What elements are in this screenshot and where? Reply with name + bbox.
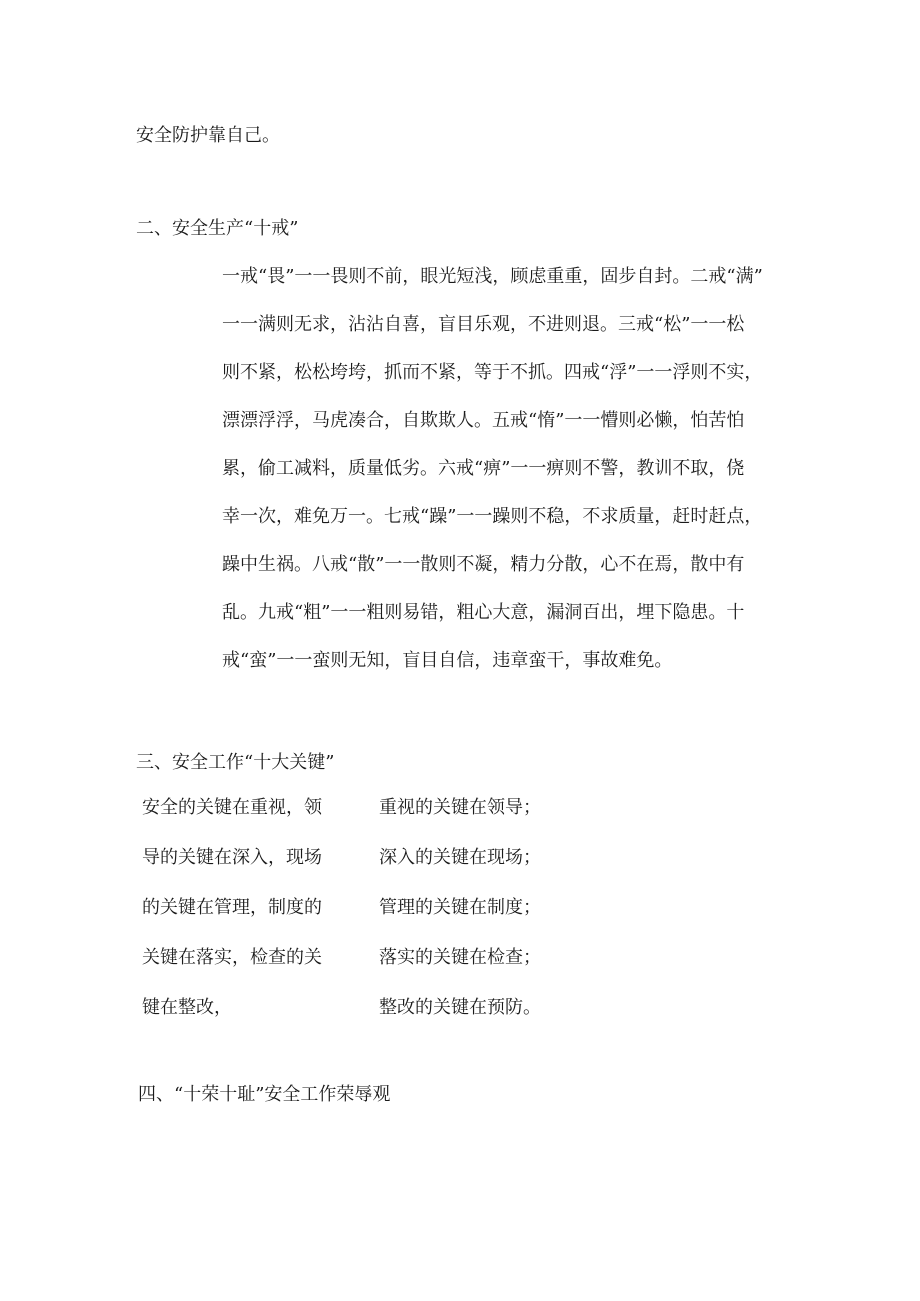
paragraph-line: 幸一次，难免万一。七戒“躁”一一躁则不稳，不求质量，赶时赶点， bbox=[222, 506, 763, 527]
section-heading-ten-prohibitions: 二、安全生产“十戒” bbox=[136, 218, 299, 239]
left-column-line: 安全的关键在重视，领 bbox=[142, 797, 322, 818]
section-heading-honor-shame: 四、“十荣十耻”安全工作荣辱观 bbox=[138, 1084, 391, 1105]
paragraph-line: 躁中生祸。八戒“散”一一散则不凝，精力分散，心不在焉，散中有 bbox=[222, 554, 745, 575]
paragraph-line: 漂漂浮浮，马虎凑合，自欺欺人。五戒“惰”一一懵则必懒，怕苦怕 bbox=[222, 410, 745, 431]
left-column-line: 的关键在管理，制度的 bbox=[142, 897, 322, 918]
right-column-line: 整改的关键在预防。 bbox=[379, 997, 541, 1018]
ten-keys-right-column bbox=[379, 796, 541, 1046]
paragraph-line: 一戒“畏”一一畏则不前，眼光短浅，顾虑重重，固步自封。二戒“满” bbox=[222, 266, 763, 287]
paragraph-line: 戒“蛮”一一蛮则无知，盲目自信，违章蛮干，事故难免。 bbox=[222, 650, 673, 671]
paragraph-line: 则不紧，松松垮垮，抓而不紧，等于不抓。四戒“浮”一一浮则不实， bbox=[222, 362, 763, 383]
paragraph-line: 累，偷工减料，质量低劣。六戒“痹”一一痹则不警，教训不取，侥 bbox=[222, 458, 745, 479]
right-column-line: 深入的关键在现场； bbox=[379, 847, 541, 868]
intro-line: 安全防护靠自己。 bbox=[136, 125, 280, 146]
right-column-line: 管理的关键在制度； bbox=[379, 897, 541, 918]
right-column-line: 重视的关键在领导； bbox=[379, 797, 541, 818]
section-heading-ten-keys: 三、安全工作“十大关键” bbox=[136, 752, 335, 773]
left-column-line: 关键在落实，检查的关 bbox=[142, 947, 322, 968]
paragraph-line: 乱。九戒“粗”一一粗则易错，粗心大意，漏洞百出，埋下隐患。十 bbox=[222, 602, 745, 623]
left-column-line: 导的关键在深入，现场 bbox=[142, 847, 322, 868]
paragraph-line: 一一满则无求，沾沾自喜，盲目乐观，不进则退。三戒“松”一一松 bbox=[222, 314, 745, 335]
ten-keys-left-column bbox=[142, 796, 322, 1046]
right-column-line: 落实的关键在检查； bbox=[379, 947, 541, 968]
left-column-line: 键在整改， bbox=[142, 997, 232, 1018]
ten-prohibitions-paragraph bbox=[222, 265, 792, 697]
